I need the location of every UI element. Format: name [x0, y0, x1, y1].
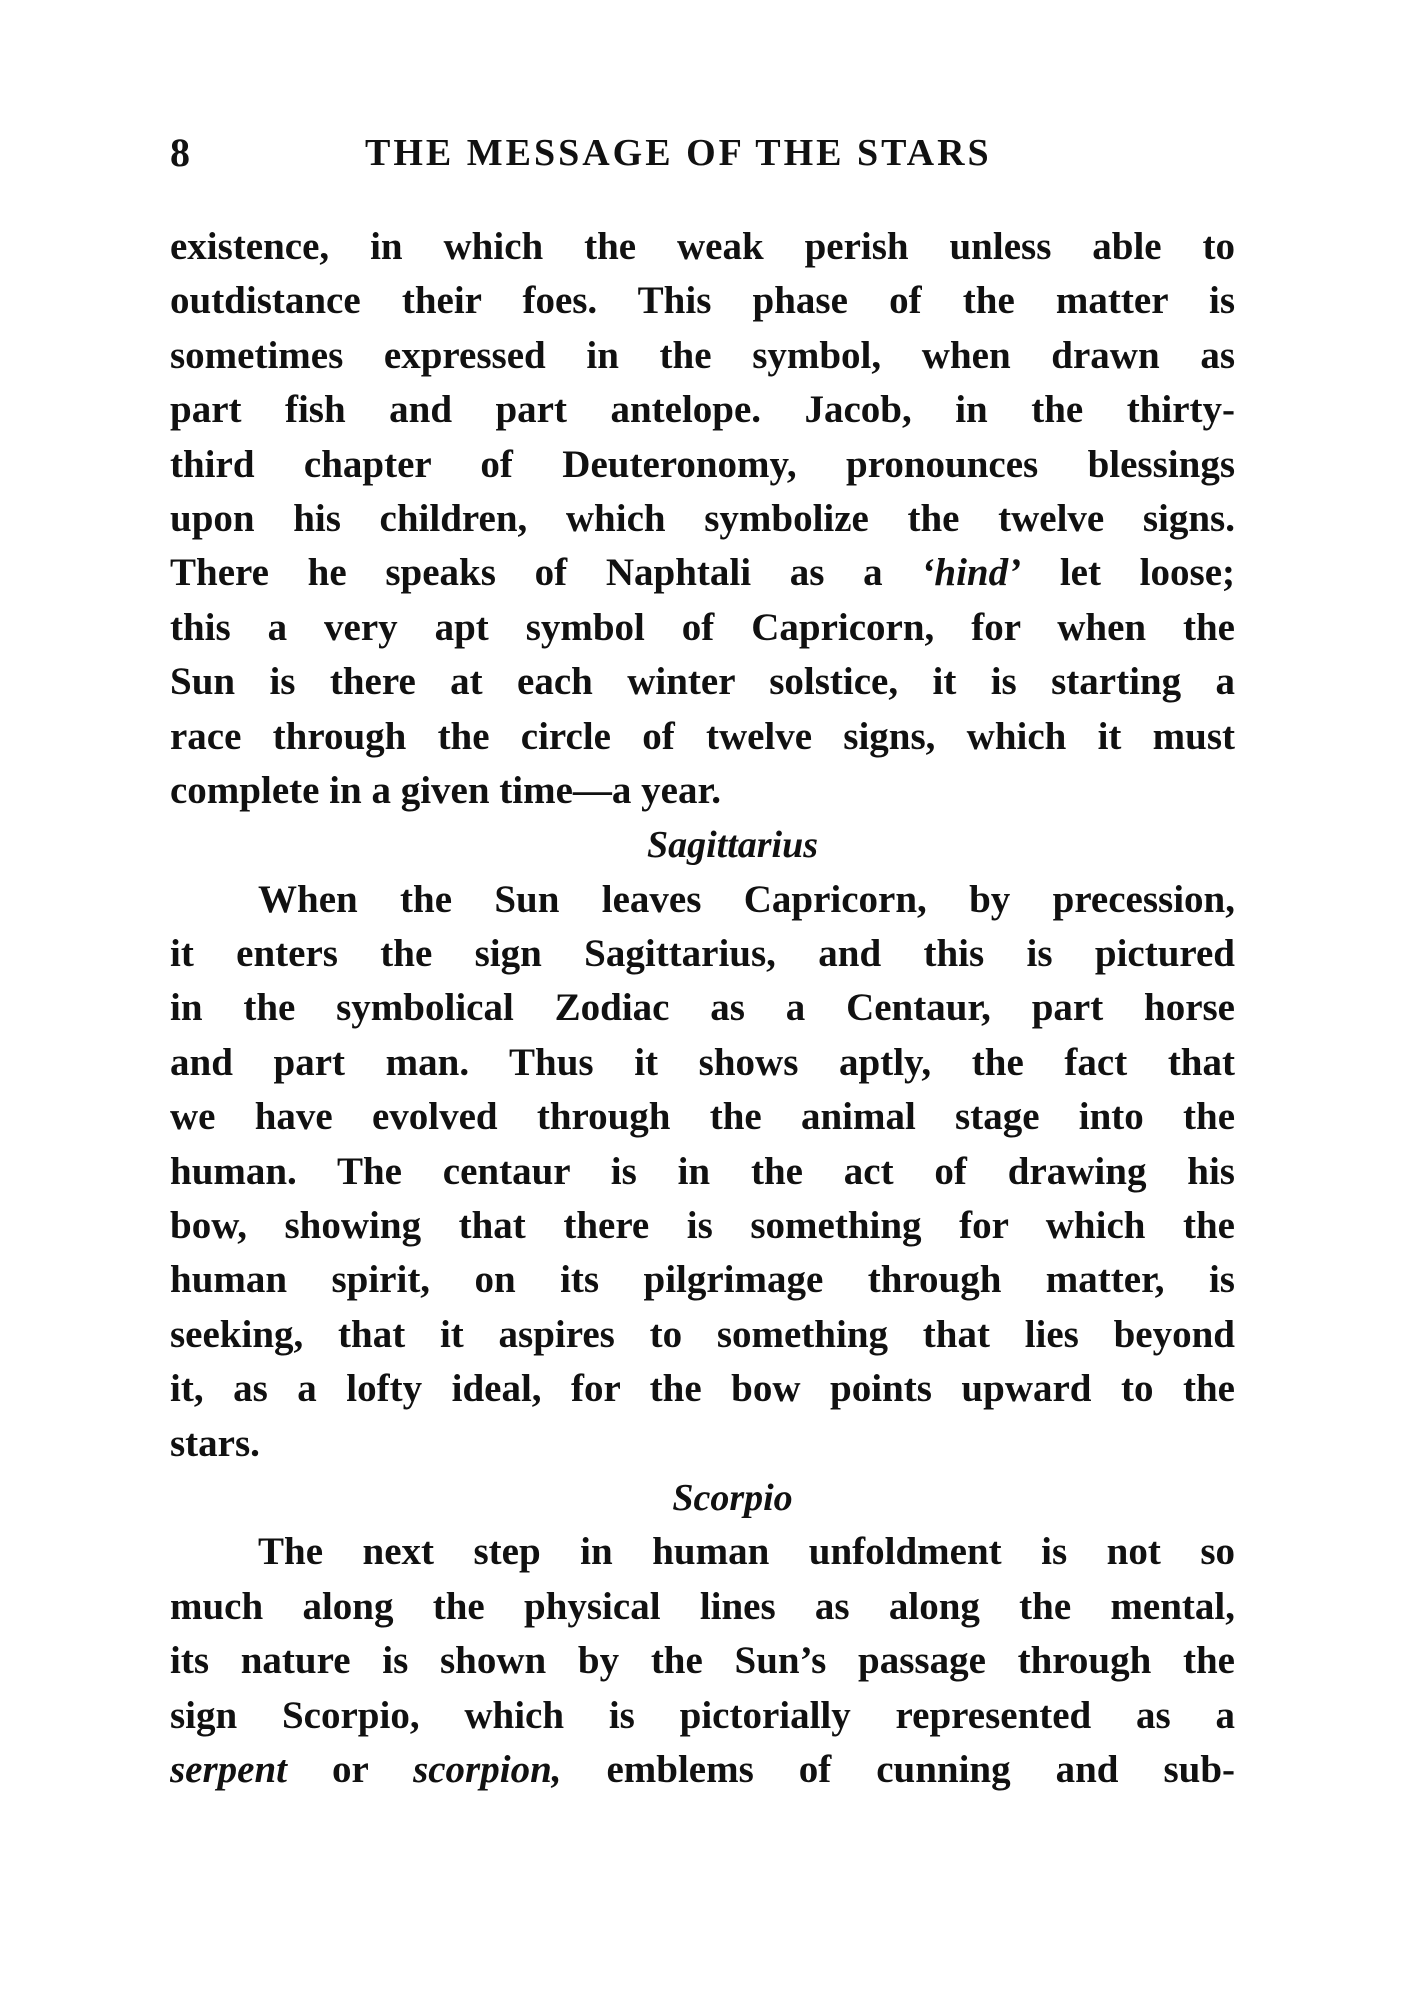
text-line: in the symbolical Zodiac as a Centaur, part horse — [170, 986, 1235, 1030]
text-line: complete in a given time—a year. — [170, 768, 721, 812]
text-line: stars. — [170, 1421, 260, 1465]
paragraph-scorpio — [170, 1525, 1235, 1797]
text-line: The next step in human unfoldment is not so — [258, 1530, 1235, 1574]
text-line: its nature is shown by the Sun’s passage through the — [170, 1639, 1235, 1683]
text-segment: emblems of cunning and sub- — [561, 1747, 1235, 1791]
page-body — [170, 220, 1235, 1797]
text-line: seeking, that it aspires to something that lies beyond — [170, 1312, 1235, 1356]
text-line: part fish and part antelope. Jacob, in the thirty- — [170, 388, 1235, 432]
emphasis-hind: ‘hind’ — [921, 551, 1022, 595]
text-line: much along the physical lines as along the mental, — [170, 1584, 1235, 1628]
text-line: Sun is there at each winter solstice, it is starting a — [170, 660, 1235, 704]
text-line: third chapter of Deuteronomy, pronounces blessings — [170, 442, 1235, 486]
text-line: and part man. Thus it shows aptly, the fact that — [170, 1040, 1235, 1084]
text-line: this a very apt symbol of Capricorn, for when the — [170, 605, 1235, 649]
page-header — [170, 128, 1235, 178]
text-line: upon his children, which symbolize the twelve signs. — [170, 496, 1235, 540]
text-line: sometimes expressed in the symbol, when drawn as — [170, 333, 1235, 377]
section-heading-scorpio: Scorpio — [672, 1476, 793, 1519]
text-line — [170, 1743, 1235, 1797]
paragraph-sagittarius — [170, 873, 1235, 1471]
text-line: When the Sun leaves Capricorn, by precession, — [258, 877, 1235, 921]
text-segment: let loose; — [1021, 551, 1235, 595]
emphasis-serpent: serpent — [170, 1747, 287, 1791]
text-line: outdistance their foes. This phase of the matter is — [170, 279, 1235, 323]
page-number: 8 — [170, 130, 190, 175]
text-line: it enters the sign Sagittarius, and this is pictured — [170, 932, 1235, 976]
emphasis-scorpion: scorpion, — [413, 1747, 562, 1791]
text-line: human. The centaur is in the act of drawing his — [170, 1149, 1235, 1193]
text-segment: There he speaks of Naphtali as a — [170, 551, 922, 595]
paragraph-capricorn-continued — [170, 220, 1235, 818]
text-line: it, as a lofty ideal, for the bow points upward to the — [170, 1367, 1235, 1411]
text-line — [170, 546, 1235, 600]
section-heading-sagittarius: Sagittarius — [646, 824, 819, 867]
running-title: THE MESSAGE OF THE STARS — [365, 132, 992, 174]
text-line: bow, showing that there is something for which the — [170, 1204, 1235, 1248]
text-line: existence, in which the weak perish unless able to — [170, 225, 1235, 268]
text-line: we have evolved through the animal stage into the — [170, 1095, 1235, 1139]
text-line: human spirit, on its pilgrimage through matter, is — [170, 1258, 1235, 1302]
text-segment: or — [287, 1747, 414, 1791]
text-line: race through the circle of twelve signs, which it must — [170, 714, 1235, 758]
text-line: sign Scorpio, which is pictorially represented as a — [170, 1693, 1235, 1737]
